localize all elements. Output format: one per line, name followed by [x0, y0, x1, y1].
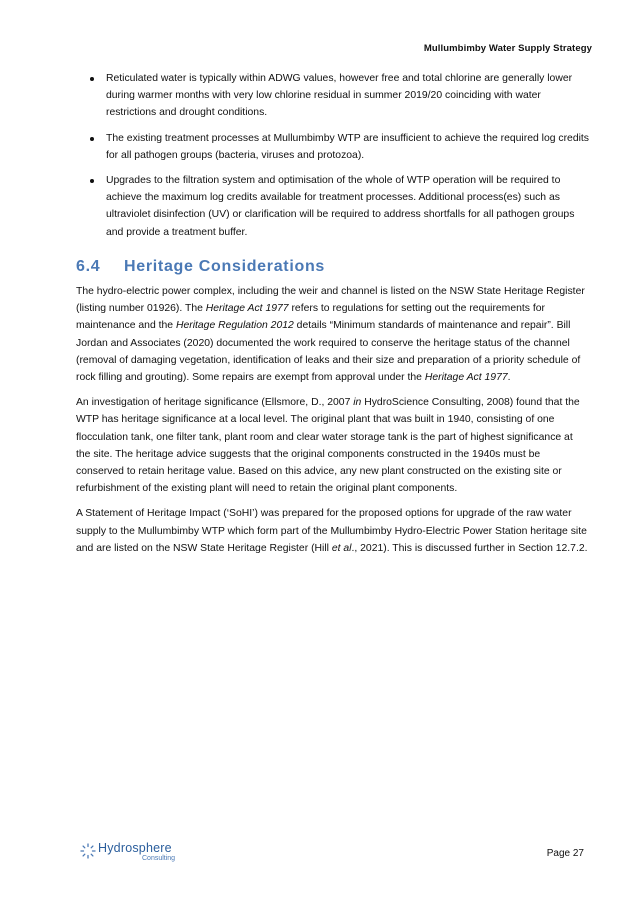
italic-run: Heritage Regulation 2012 — [175, 320, 294, 332]
text-run: HydroScience Consulting, 2008) found that the WTP has heritage significance at a local level. The original plant that was built in 1940, consisting of one flocculation tank, one filter tank, plant room and clear water storage tank is the part of highest significance at the site. The heritage advice suggests that the original components constructed in the 1940s must be conserved to retain heritage value. Based on this advice, any new plant constructed on the existing site or refurbishment of the existing plant will need to retain the original plant components. — [76, 397, 580, 495]
bullet-item: The existing treatment processes at Mullumbimby WTP are insufficient to achieve the required log credits for all pathogen groups (bacteria, viruses and protozoa). — [76, 130, 590, 164]
sunburst-logo-icon — [80, 843, 96, 859]
section-number: 6.4 — [76, 257, 101, 275]
page-number: Page 27 — [546, 848, 584, 859]
text-run: An investigation of heritage significance (Ellsmore, D., 2007 — [76, 397, 354, 409]
text-run: . — [507, 372, 511, 384]
logo-wordmark — [98, 842, 175, 863]
hydrosphere-logo — [80, 842, 175, 863]
paragraph-heritage-listing — [76, 283, 590, 386]
logo-subtitle: Consulting — [142, 855, 176, 862]
text-run: The hydro-electric power complex, including the weir and channel is listed on the NSW State Heritage Register (listing number 01926). The — [76, 286, 585, 315]
text-run: A Statement of Heritage Impact (‘SoHI’) was prepared for the proposed options for upgrade of the raw water supply to the Mullumbimby WTP which form part of the Mullumbimby Hydro-Electric Power Station heritage site and are listed on the NSW State Heritage Register (Hill — [76, 508, 587, 554]
document-body — [76, 70, 590, 565]
running-header-title: Mullumbimby Water Supply Strategy — [423, 43, 592, 54]
section-title: Heritage Considerations — [124, 257, 326, 275]
section-heading — [76, 258, 590, 275]
text-run: refers to regulations for setting out the requirements for maintenance and the — [76, 303, 545, 332]
text-run: details “Minimum standards of maintenance and repair”. Bill Jordan and Associates (2020) documented the work required to conserve the heritage status of the channel (removal of damaging vegetation, identification of leaks and their size and preparation of a priority schedule of rock filling and grouting). Some repairs are exempt from approval under the — [76, 320, 581, 384]
italic-run: Heritage Act 1977 — [205, 303, 289, 315]
bullet-item: Reticulated water is typically within ADWG values, however free and total chlorine are generally lower during warmer months with very low chlorine residual in summer 2019/20 coinciding with water restrictions and drought conditions. — [76, 70, 590, 122]
logo-name: Hydrosphere — [98, 841, 172, 855]
bullet-item: Upgrades to the filtration system and optimisation of the whole of WTP operation will be required to achieve the maximum log credits available for treatment processes. Additional process(es) such as ultraviolet disinfection (UV) or clarification will be required to address shortfalls for all pathogen groups and provide a treatment buffer. — [76, 172, 590, 241]
italic-run: in — [353, 397, 362, 409]
text-run: ., 2021). This is discussed further in Section 12.7.2. — [351, 542, 588, 554]
summary-bullet-list — [76, 70, 590, 241]
paragraph-heritage-significance — [76, 394, 590, 497]
italic-run: Heritage Act 1977 — [424, 372, 508, 384]
paragraph-heritage-impact — [76, 505, 590, 557]
italic-run: et al — [331, 542, 352, 554]
